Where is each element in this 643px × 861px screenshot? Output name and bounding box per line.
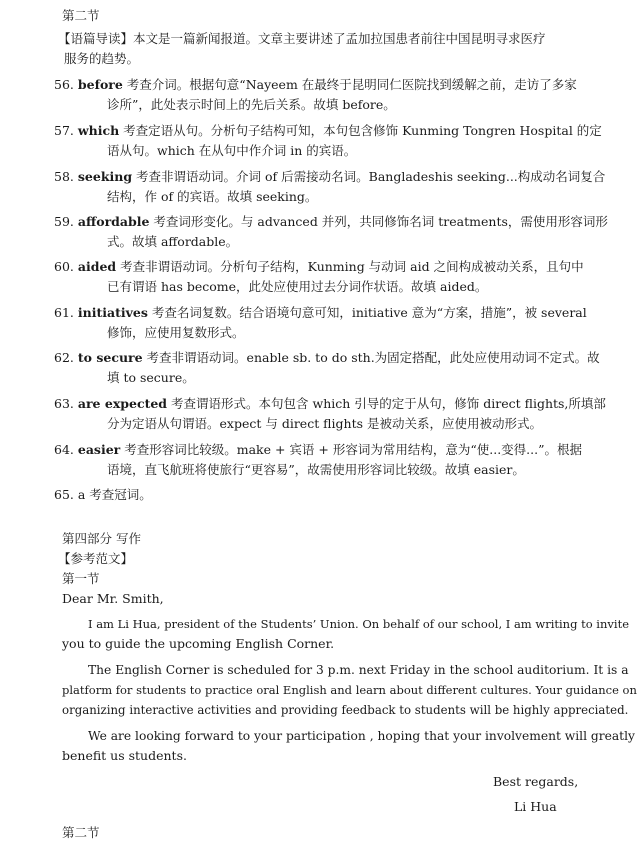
answer-item (54, 442, 582, 458)
item-answer: seeking (77, 169, 133, 184)
item-explanation: 考查定语从句。分析句子结构可知，本句包含修饰 Kunming Tongren Hospital 的定 (119, 123, 602, 138)
item-number: 62. (54, 350, 74, 365)
item-number: 65. (54, 487, 74, 502)
item-number: 63. (54, 396, 74, 411)
letter-signature: Li Hua (514, 799, 557, 814)
letter-paragraph-2: The English Corner is scheduled for 3 p.m. next Friday in the school auditorium. It is a (88, 663, 629, 677)
item-answer: before (77, 77, 123, 92)
item-number: 64. (54, 442, 74, 457)
answer-item (54, 214, 608, 230)
item-answer: which (77, 123, 120, 138)
item-explanation-cont: 分为定语从句谓语。expect 与 direct flights 是被动关系，应使用被动形式。 (107, 416, 542, 431)
answer-item (54, 487, 152, 503)
item-explanation-cont: 结构，作 of 的宾语。故填 seeking。 (107, 189, 318, 204)
item-answer: are expected (77, 396, 168, 411)
item-number: 57. (54, 123, 74, 138)
item-explanation: 考查谓语形式。本句包含 which 引导的定于从句，修饰 direct flights,所填部 (167, 396, 606, 411)
letter-salutation: Dear Mr. Smith, (62, 591, 164, 606)
section-heading: 第一节 (62, 571, 100, 586)
item-answer: initiatives (77, 305, 148, 320)
item-explanation-cont: 已有谓语 has become，此处应使用过去分词作状语。故填 aided。 (107, 279, 488, 294)
item-answer: easier (77, 442, 121, 457)
item-explanation: 考查非谓语动词。介词 of 后需接动名词。Bangladeshis seeking...构成动名词复合 (132, 169, 606, 184)
answer-item (54, 305, 587, 321)
item-answer: to secure (77, 350, 143, 365)
item-answer: a (77, 487, 86, 502)
part-heading: 第四部分 写作 (62, 531, 141, 546)
letter-paragraph-1: I am Li Hua, president of the Students’ Union. On behalf of our school, I am writing to invite (88, 617, 629, 631)
answer-item (54, 169, 605, 185)
item-explanation: 考查非谓语动词。分析句子结构，Kunming 与动词 aid 之间构成被动关系，且句中 (116, 259, 584, 274)
letter-paragraph-2-cont: organizing interactive activities and providing feedback to students will be highly appreciated. (62, 703, 629, 717)
sample-heading: 【参考范文】 (58, 551, 134, 566)
item-explanation-cont: 语从句。which 在从句中作介词 in 的宾语。 (107, 143, 357, 158)
reading-guide-line2: 服务的趋势。 (64, 51, 140, 66)
letter-paragraph-3-cont: benefit us students. (62, 748, 187, 763)
item-explanation: 考查名词复数。结合语境句意可知，initiative 意为“方案，措施”，被 several (147, 305, 587, 320)
item-explanation-cont: 填 to secure。 (107, 370, 195, 385)
letter-paragraph-1-cont: you to guide the upcoming English Corner. (62, 636, 335, 651)
answer-item (54, 77, 577, 93)
item-answer: aided (77, 259, 117, 274)
item-number: 60. (54, 259, 74, 274)
answer-item (54, 350, 600, 366)
item-explanation-cont: 语境，直飞航班将使旅行“更容易”，故需使用形容词比较级。故填 easier。 (107, 462, 525, 477)
section-heading: 第二节 (62, 8, 100, 23)
letter-closing: Best regards, (493, 774, 579, 789)
letter-paragraph-2-cont: platform for students to practice oral English and learn about different cultures. Your guidance on (62, 683, 637, 697)
item-number: 56. (54, 77, 74, 92)
item-number: 61. (54, 305, 74, 320)
item-explanation: 考查词形变化。与 advanced 并列，共同修饰名词 treatments，需使用形容词形 (149, 214, 608, 229)
item-explanation-cont: 诊所”，此处表示时间上的先后关系。故填 before。 (107, 97, 396, 112)
answer-item (54, 396, 606, 412)
item-explanation: 考查形容词比较级。make + 宾语 + 形容词为常用结构，意为“使...变得...”。根据 (120, 442, 582, 457)
item-explanation-cont: 修饰，应使用复数形式。 (107, 325, 245, 340)
answer-item (54, 259, 584, 275)
item-answer: affordable (77, 214, 150, 229)
item-explanation: 考查介词。根据句意“Nayeem 在最终于昆明同仁医院找到缓解之前，走访了多家 (122, 77, 577, 92)
item-number: 58. (54, 169, 74, 184)
section-heading: 第二节 (62, 825, 100, 840)
item-explanation: 考查非谓语动词。enable sb. to do sth.为固定搭配，此处应使用动词不定式。故 (142, 350, 600, 365)
item-explanation: 考查冠词。 (85, 487, 152, 502)
item-explanation-cont: 式。故填 affordable。 (107, 234, 239, 249)
letter-paragraph-3: We are looking forward to your participation , hoping that your involvement will greatly (88, 729, 635, 743)
answer-item (54, 123, 602, 139)
reading-guide-line1: 【语篇导读】本文是一篇新闻报道。文章主要讲述了孟加拉国患者前往中国昆明寻求医疗 (58, 31, 546, 46)
item-number: 59. (54, 214, 74, 229)
